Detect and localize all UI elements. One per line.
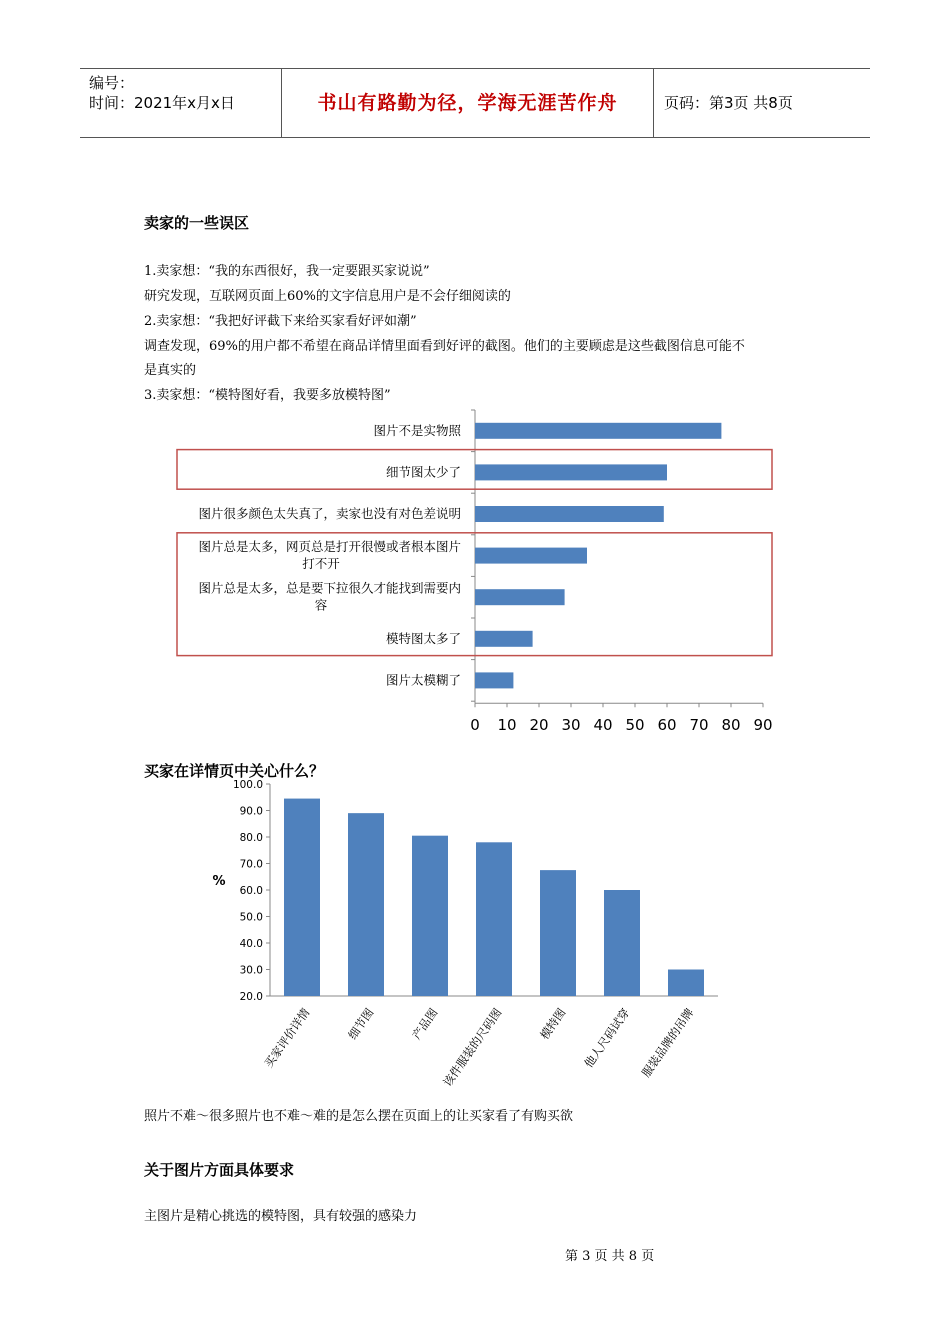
x-tick-label: 40: [593, 716, 613, 735]
category-label: 买家评价详情: [261, 1005, 313, 1071]
paragraph: 研究发现，互联网页面上60%的文字信息用户是不会仔细阅读的: [144, 289, 511, 304]
number-label: 编号：: [89, 74, 135, 92]
paragraph: 3.卖家想：“模特图好看，我要多放模特图”: [144, 388, 391, 403]
category-label: 细节图: [345, 1005, 377, 1042]
paragraph: 照片不难～很多照片也不难～难的是怎么摆在页面上的让买家看了有购买欲: [144, 1109, 574, 1124]
y-axis-label: %: [212, 874, 226, 889]
x-tick-label: 0: [470, 716, 480, 735]
bar: [475, 423, 721, 439]
category-label: 图片总是太多，网页总是打开很慢或者根本图片: [198, 539, 461, 555]
x-tick-label: 20: [529, 716, 549, 735]
y-tick-label: 70.0: [239, 858, 263, 871]
x-tick-label: 50: [625, 716, 645, 735]
y-tick-label: 40.0: [239, 938, 263, 950]
paragraph: 1.卖家想：“我的东西很好，我一定要跟买家说说”: [144, 264, 430, 279]
category-label: 该件服装的尺码图: [440, 1005, 505, 1090]
x-tick-label: 10: [497, 716, 517, 735]
x-tick-label: 30: [561, 716, 581, 735]
category-label: 细节图太少了: [385, 464, 461, 480]
category-label: 模特图太多了: [385, 630, 461, 646]
section-title-buyer-concerns: 买家在详情页中关心什么？: [144, 762, 325, 780]
header-motto: 书山有路勤为径，学海无涯苦作舟: [281, 69, 654, 137]
paragraph: 2.卖家想：“我把好评截下来给买家看好评如潮”: [144, 314, 417, 329]
y-tick-label: 100.0: [232, 779, 263, 791]
y-tick-label: 20.0: [239, 991, 263, 1003]
x-tick-label: 90: [753, 716, 773, 735]
category-label: 图片总是太多，总是要下拉很久才能找到需要内: [198, 580, 461, 596]
category-label: 图片很多颜色太失真了，卖家也没有对色差说明: [198, 506, 461, 521]
category-label: 模特图: [537, 1005, 569, 1042]
bar: [475, 631, 533, 647]
bar: [604, 890, 640, 996]
header-page-label: 页码：第3页 共8页: [664, 94, 793, 112]
category-label: 服装品牌的吊牌: [638, 1005, 697, 1080]
section-title-image-requirements: 关于图片方面具体要求: [144, 1161, 295, 1179]
y-tick-label: 90.0: [239, 805, 263, 818]
category-label: 图片不是实物照: [373, 422, 461, 438]
bar: [475, 589, 565, 605]
paragraph: 调查发现，69%的用户都不希望在商品详情里面看到好评的截图。他们的主要顾虑是这些截图信息可能不: [144, 339, 745, 354]
paragraph: 是真实的: [144, 363, 197, 378]
bar: [412, 836, 448, 996]
bar: [284, 799, 320, 996]
y-tick-label: 60.0: [239, 885, 263, 897]
category-label: 产品图: [409, 1005, 441, 1042]
x-tick-label: 70: [689, 716, 709, 735]
section-title-mistakes: 卖家的一些误区: [144, 214, 250, 232]
category-label: 他人尺码试穿: [581, 1005, 633, 1071]
bar: [668, 970, 704, 997]
bar: [475, 672, 513, 688]
date-label: 时间：2021年x月x日: [89, 94, 235, 112]
category-label: 容: [314, 597, 328, 613]
paragraph: 主图片是精心挑选的模特图，具有较强的感染力: [144, 1209, 418, 1224]
category-label: 打不开: [302, 556, 340, 572]
y-tick-label: 80.0: [239, 832, 263, 844]
bar: [475, 506, 664, 522]
x-tick-label: 60: [657, 716, 677, 735]
bar: [540, 870, 576, 996]
bar: [475, 464, 667, 480]
category-label: 图片太模糊了: [385, 672, 461, 688]
buyer-concerns-bar-chart: [0, 770, 950, 1100]
page-footer: 第 3 页 共 8 页: [565, 1249, 655, 1264]
y-tick-label: 30.0: [239, 964, 263, 977]
bar: [348, 813, 384, 996]
y-tick-label: 50.0: [239, 911, 263, 924]
bar: [476, 842, 512, 996]
bar: [475, 548, 587, 564]
x-tick-label: 80: [721, 716, 741, 735]
